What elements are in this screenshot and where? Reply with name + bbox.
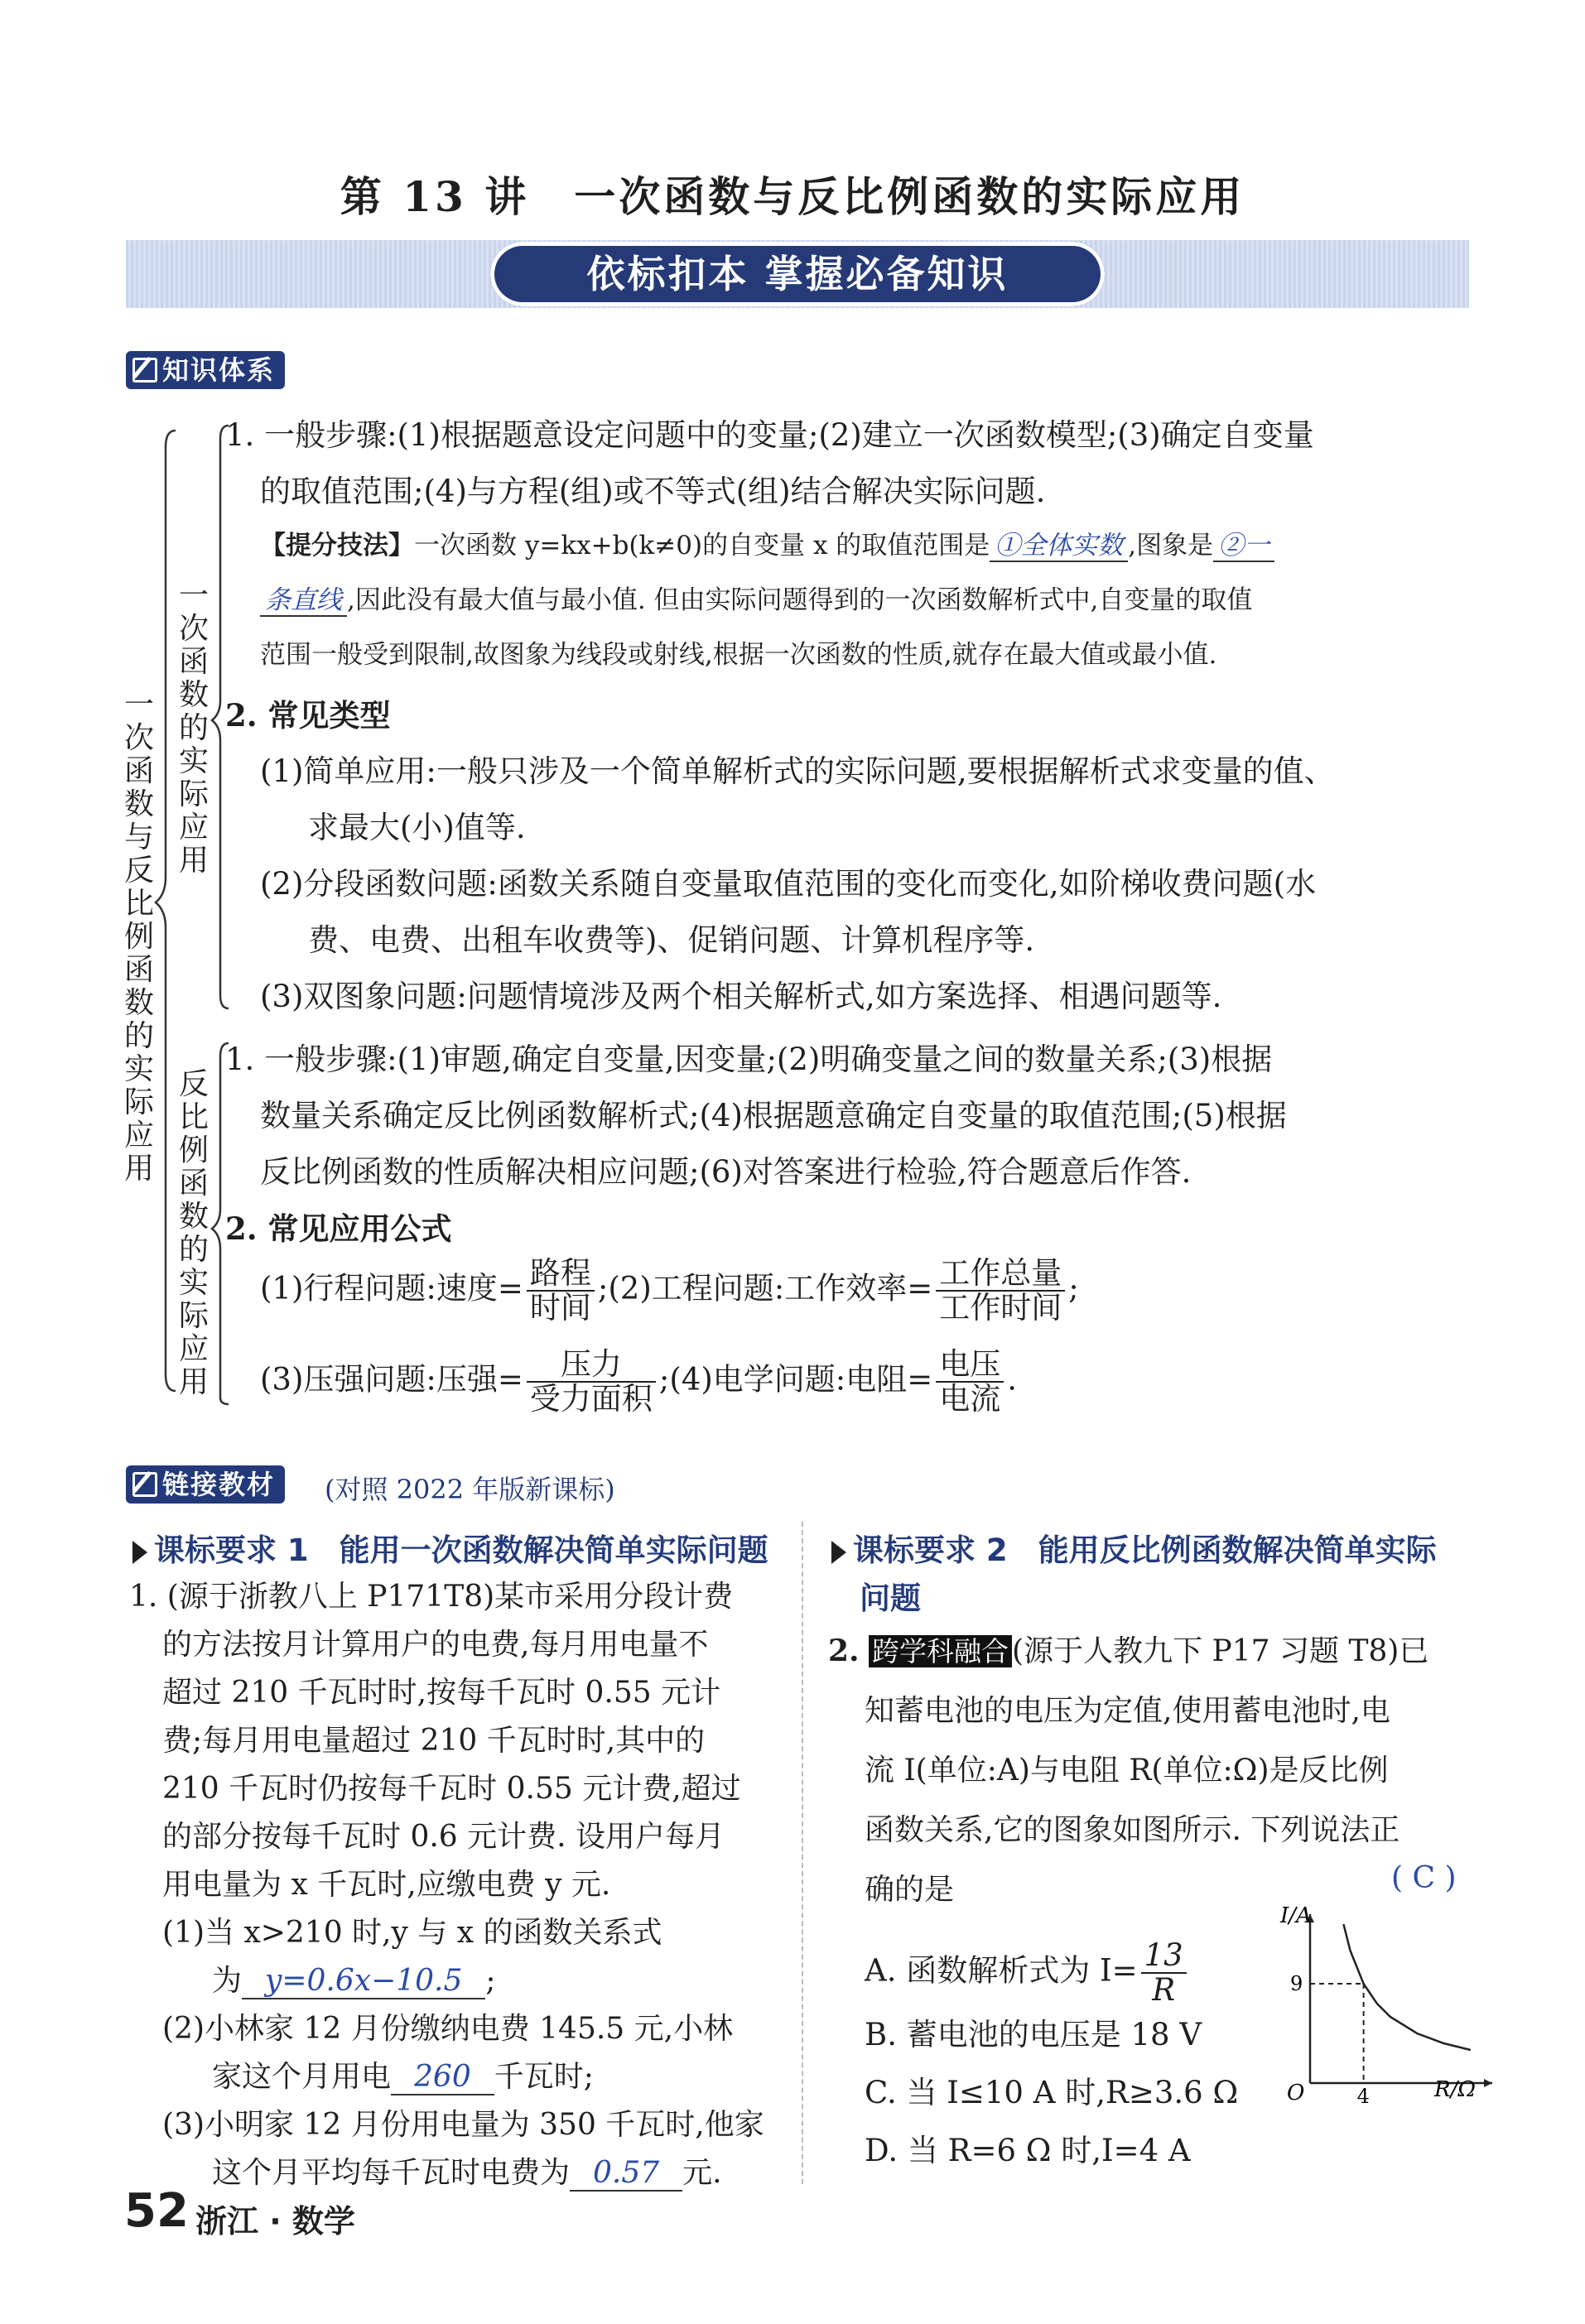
knowledge-system-badge — [126, 351, 285, 389]
q1-part1-answer: y=0.6x−10.5 — [242, 1964, 485, 1999]
linear-type3: (3)双图象问题:问题情境涉及两个相关解析式,如方案选择、相遇问题等. — [260, 979, 1222, 1014]
req2-heading — [831, 1525, 1437, 1570]
q2-answer: ( C ) — [1391, 1861, 1457, 1895]
link-textbook-badge — [126, 1465, 285, 1504]
option-d: D. 当 R=6 Ω 时,I=4 A — [865, 2133, 1191, 2168]
column-divider — [802, 1522, 803, 2184]
formula-pressure-label: (3)压强问题:压强= — [260, 1361, 523, 1398]
x-axis-label: R/Ω — [1434, 2077, 1476, 2102]
fraction-resistance — [936, 1348, 1004, 1416]
fraction-num: 路程 — [527, 1257, 595, 1292]
q1-part2-answer: 260 — [391, 2060, 494, 2095]
formula-speed-label: (1)行程问题:速度= — [260, 1270, 523, 1306]
page-number: 52 — [124, 2184, 189, 2238]
inverse-formula-heading: 2. 常见应用公式 — [225, 1210, 452, 1247]
formula-resistance-label: ;(4)电学问题:电阻= — [658, 1361, 933, 1398]
fraction-efficiency — [936, 1257, 1065, 1325]
q1-part2-end: 千瓦时; — [494, 2060, 594, 2094]
tip-answer-2a: ②一 — [1213, 531, 1274, 562]
q1-body — [129, 1573, 764, 2197]
formula-sep: ; — [1068, 1270, 1079, 1306]
q1-part1-line1: (1)当 x>210 时,y 与 x 的函数关系式 — [162, 1916, 662, 1950]
q1-part3-answer: 0.57 — [570, 2156, 682, 2192]
x-tick-label: 4 — [1356, 2085, 1370, 2103]
inverse-step-line2: 数量关系确定反比例函数解析式;(4)根据题意确定自变量的取值范围;(5)根据 — [260, 1098, 1287, 1133]
interdisciplinary-tag: 跨学科融合 — [869, 1635, 1012, 1667]
page-title: 第 13 讲 一次函数与反比例函数的实际应用 — [340, 172, 1245, 221]
linear-step-line1: 1. 一般步骤:(1)根据题意设定问题中的变量;(2)建立一次函数模型;(3)确定自变量 — [225, 417, 1314, 453]
fraction-den: R — [1152, 1972, 1176, 2008]
triangle-icon — [831, 1541, 846, 1564]
inverse-step-line1: 1. 一般步骤:(1)审题,确定自变量,因变量;(2)明确变量之间的数量关系;(3)根据 — [225, 1042, 1273, 1077]
q1-part2-prefix: 家这个月用电 — [212, 2060, 392, 2094]
tree-branch-inverse: 反比例函数的实际应用 — [178, 1067, 209, 1399]
q2-line-first — [828, 1621, 1428, 1682]
q2-number: 2. — [828, 1634, 860, 1668]
linear-type1-line1: (1)简单应用:一般只涉及一个简单解析式的实际问题,要根据解析式求变量的值、 — [260, 753, 1335, 789]
option-c: C. 当 I≤10 A 时,R≥3.6 Ω — [865, 2075, 1239, 2110]
link-note: (对照 2022 年版新课标) — [325, 1474, 615, 1505]
req1-heading-text: 课标要求 1 能用一次函数解决简单实际问题 — [154, 1532, 768, 1568]
q1-part3-line1: (3)小明家 12 月份用电量为 350 千瓦时,他家 — [162, 2108, 764, 2142]
tip-line2 — [260, 583, 1252, 618]
fraction-num: 压力 — [527, 1348, 656, 1383]
inverse-function-graph — [1275, 1904, 1499, 2103]
fraction-num: 工作总量 — [936, 1257, 1065, 1292]
q1-line: 的方法按月计算用户的电费,每月用电量不 — [162, 1628, 709, 1662]
linear-type1-line2: 求最大(小)值等. — [308, 810, 526, 845]
footer-label: 浙江 · 数学 — [195, 2203, 355, 2240]
option-a-text: A. 函数解析式为 I= — [865, 1952, 1138, 1989]
y-axis-label: I/A — [1280, 1904, 1312, 1928]
linear-types-heading: 2. 常见类型 — [225, 697, 391, 734]
q1-line: 用电量为 x 千瓦时,应缴电费 y 元. — [162, 1868, 611, 1902]
q2-line: (源于人教九下 P17 习题 T8)已 — [1012, 1634, 1429, 1668]
q1-part3-prefix: 这个月平均每千瓦时电费为 — [212, 2156, 571, 2190]
tree-branch-linear: 一次函数的实际应用 — [178, 579, 209, 878]
q2-line: 知蓄电池的电压为定值,使用蓄电池时,电 — [865, 1694, 1390, 1728]
tip-text-c: ,因此没有最大值与最小值. 但由实际问题得到的一次函数解析式中,自变量的取值 — [347, 585, 1253, 615]
tree-root-label: 一次函数与反比例函数的实际应用 — [123, 688, 154, 1186]
q1-part2-line1: (2)小林家 12 月份缴纳电费 145.5 元,小林 — [162, 2012, 734, 2046]
q1-part3-end: 元. — [682, 2156, 722, 2190]
q1-line: 超过 210 千瓦时时,按每千瓦时 0.55 元计 — [162, 1676, 721, 1710]
fraction-num: 13 — [1141, 1939, 1187, 1974]
q2-line: 函数关系,它的图象如图所示. 下列说法正 — [865, 1813, 1400, 1847]
q1-part1-line2 — [129, 1957, 764, 2005]
banner-title: 依标扣本 掌握必备知识 — [586, 252, 1009, 296]
linear-step-line2: 的取值范围;(4)与方程(组)或不等式(组)结合解决实际问题. — [260, 474, 1046, 509]
fraction-den: 工作时间 — [939, 1290, 1062, 1326]
fraction-speed — [527, 1257, 595, 1325]
q2-answer-paren — [1391, 1861, 1457, 1895]
origin-label: O — [1287, 2081, 1305, 2103]
tip-line1 — [260, 528, 1274, 563]
linear-type2-line1: (2)分段函数问题:函数关系随自变量取值范围的变化而变化,如阶梯收费问题(水 — [260, 866, 1317, 902]
fraction-den: 时间 — [529, 1290, 591, 1326]
tip-label: 【提分技法】 — [260, 531, 414, 561]
fraction-num: 电压 — [936, 1348, 1004, 1383]
tip-answer-1: ①全体实数 — [990, 531, 1128, 562]
inverse-step-line3: 反比例函数的性质解决相应问题;(6)对答案进行检验,符合题意后作答. — [260, 1154, 1192, 1190]
x-axis-arrow — [1484, 2079, 1492, 2087]
fraction-den: 电流 — [939, 1381, 1001, 1417]
formula-efficiency-label: ;(2)工程问题:工作效率= — [597, 1270, 933, 1306]
formula-line-2 — [260, 1348, 1017, 1416]
linear-type2-line2: 费、电费、出租车收费等)、促销问题、计算机程序等. — [308, 922, 1035, 958]
req2-heading-line2: 问题 — [860, 1581, 921, 1616]
badge-label: 知识体系 — [162, 354, 276, 386]
q2-body — [828, 1621, 1428, 1920]
req2-heading-line1: 课标要求 2 能用反比例函数解决简单实际 — [853, 1532, 1437, 1568]
edit-icon — [132, 1472, 157, 1497]
tip-line3: 范围一般受到限制,故图象为线段或射线,根据一次函数的性质,就存在最大值或最小值. — [260, 640, 1217, 670]
formula-line-1 — [260, 1257, 1079, 1325]
option-b: B. 蓄电池的电压是 18 V — [865, 2017, 1202, 2052]
triangle-icon — [132, 1541, 147, 1564]
q1-line: 费;每月用电量超过 210 千瓦时时,其中的 — [162, 1724, 706, 1758]
fraction-pressure — [527, 1348, 656, 1416]
tip-text-a: 一次函数 y=kx+b(k≠0)的自变量 x 的取值范围是 — [414, 531, 990, 561]
q1-line: 1. (源于浙教八上 P171T8)某市采用分段计费 — [129, 1580, 734, 1614]
tip-answer-2b: 条直线 — [260, 585, 347, 617]
badge-label: 链接教材 — [162, 1469, 276, 1500]
edit-icon — [132, 358, 157, 383]
req1-heading — [132, 1525, 768, 1570]
fraction-den: 受力面积 — [529, 1381, 653, 1417]
q1-line: 的部分按每千瓦时 0.6 元计费. 设用户每月 — [162, 1820, 725, 1854]
fraction-option-a — [1141, 1939, 1187, 2007]
q1-line: 210 千瓦时仍按每千瓦时 0.55 元计费,超过 — [162, 1772, 741, 1806]
q1-part2-line2 — [129, 2053, 764, 2101]
inverse-curve — [1343, 1924, 1470, 2050]
y-tick-label: 9 — [1290, 1972, 1303, 1995]
q1-part1-prefix: 为 — [212, 1964, 243, 1998]
q1-part1-end: ; — [485, 1964, 496, 1998]
formula-end: . — [1007, 1361, 1018, 1398]
q1-part3-line2 — [129, 2149, 764, 2197]
q2-line: 确的是 — [865, 1873, 955, 1907]
option-a — [865, 1939, 1190, 2007]
tip-text-b: ,图象是 — [1128, 531, 1214, 561]
q2-line: 流 I(单位:A)与电阻 R(单位:Ω)是反比例 — [865, 1754, 1389, 1788]
